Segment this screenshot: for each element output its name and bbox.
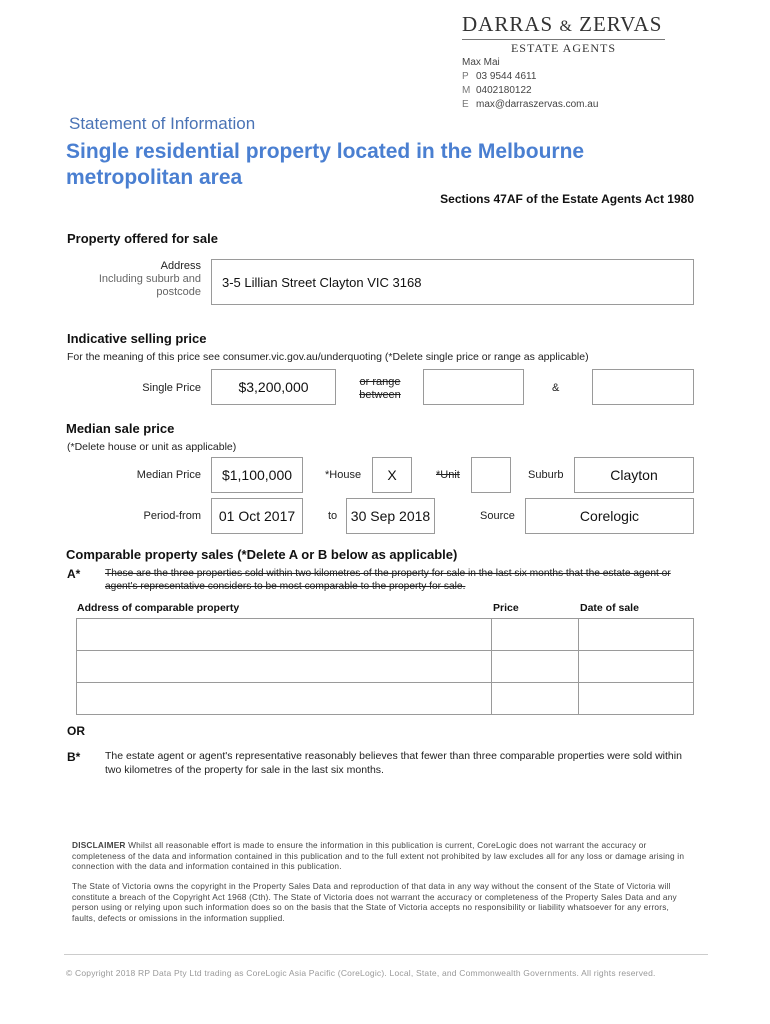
disclaimer-text: DISCLAIMER Whilst all reasonable effort is made to ensure the information in this publication is current, CoreLogic does not warrant the accuracy or completeness of the data and information contained in this publication and to the full extent not prohibited by law excludes all for any loss or damage arising in connection with the data and information contained in this publication. xyxy=(72,840,685,872)
suburb-label: Suburb xyxy=(528,469,564,481)
table-row xyxy=(77,683,694,715)
option-b-marker: B* xyxy=(67,750,81,764)
median-heading: Median sale price xyxy=(66,421,175,436)
comparable-address-cell[interactable] xyxy=(77,651,492,683)
table-row xyxy=(77,619,694,651)
footer-copyright: © Copyright 2018 RP Data Pty Ltd trading as CoreLogic Asia Pacific (CoreLogic). Local, State, and Commonwealth Governments. All rights reserved. xyxy=(66,968,656,978)
period-from-field[interactable]: 01 Oct 2017 xyxy=(211,498,303,534)
source-label: Source xyxy=(480,510,515,522)
single-price-field[interactable]: $3,200,000 xyxy=(211,369,336,405)
comparable-address-cell[interactable] xyxy=(77,619,492,651)
act-reference: Sections 47AF of the Estate Agents Act 1980 xyxy=(440,192,694,206)
indicative-note: For the meaning of this price see consumer.vic.gov.au/underquoting (*Delete single price or range as applicable) xyxy=(67,351,589,363)
agent-name: Max Mai xyxy=(462,57,500,68)
comparable-price-cell[interactable] xyxy=(492,651,579,683)
period-from-label: Period-from xyxy=(143,510,201,522)
median-price-field[interactable]: $1,100,000 xyxy=(211,457,303,493)
agent-phone: P 03 9544 4611 xyxy=(462,71,537,82)
address-field[interactable]: 3-5 Lillian Street Clayton VIC 3168 xyxy=(211,259,694,305)
disclaimer-label: DISCLAIMER xyxy=(72,840,126,850)
comparable-heading: Comparable property sales (*Delete A or B below as applicable) xyxy=(66,547,458,562)
suburb-field[interactable]: Clayton xyxy=(574,457,694,493)
range-label: or range xyxy=(359,376,401,388)
col-address-header: Address of comparable property xyxy=(77,602,240,614)
logo-subtitle: ESTATE AGENTS xyxy=(510,41,617,55)
option-b-text: The estate agent or agent's representative reasonably believes that fewer than three comparable properties were sold within two kilometres of the property for sale in the last six months. xyxy=(105,750,682,776)
logo-divider xyxy=(462,39,665,40)
option-a-text: These are the three properties sold within two kilometres of the property for sale in the last six months that the estate agent or agent's representative considers to be most comparable to the property for sale. xyxy=(105,568,671,592)
copyright-notice: The State of Victoria owns the copyright in the Property Sales Data and reproduction of that data in any way without the consent of the State of Victoria will constitute a breach of the Copyright Act 1968 (Cth). The State of Victoria does not warrant the accuracy or completeness of the Property Sales Data and any person using or relying upon such information does so on the basis that the State of Victoria accepts no responsibility or liability whatsoever for any errors, faults, defects or omissions in the information supplied. xyxy=(72,881,677,923)
document-title: Single residential property located in the Melbourne metropolitan area xyxy=(66,140,585,189)
indicative-heading: Indicative selling price xyxy=(67,331,207,346)
period-to-field[interactable]: 30 Sep 2018 xyxy=(346,498,435,534)
comparable-date-cell[interactable] xyxy=(579,651,694,683)
table-row xyxy=(77,651,694,683)
house-field[interactable]: X xyxy=(372,457,412,493)
footer-divider xyxy=(64,954,708,955)
source-field[interactable]: Corelogic xyxy=(525,498,694,534)
comparable-table xyxy=(76,618,694,715)
house-label: *House xyxy=(325,469,362,481)
statement-heading: Statement of Information xyxy=(69,114,256,133)
comparable-price-cell[interactable] xyxy=(492,619,579,651)
comparable-address-cell[interactable] xyxy=(77,683,492,715)
comparable-date-cell[interactable] xyxy=(579,683,694,715)
range-and-label: & xyxy=(552,382,560,394)
range-high-field[interactable] xyxy=(592,369,694,405)
col-date-header: Date of sale xyxy=(580,602,639,614)
address-sublabel-2: postcode xyxy=(156,286,201,298)
agency-logo: DARRAS & ZERVAS xyxy=(462,12,663,36)
median-price-label: Median Price xyxy=(136,469,201,481)
range-label-between: between xyxy=(359,389,401,401)
period-to-label: to xyxy=(328,510,338,522)
range-low-field[interactable] xyxy=(423,369,524,405)
option-a-marker: A* xyxy=(67,567,81,581)
single-price-label: Single Price xyxy=(142,382,201,394)
address-label: Address xyxy=(160,260,201,272)
comparable-price-cell[interactable] xyxy=(492,683,579,715)
col-price-header: Price xyxy=(493,602,519,614)
median-note: (*Delete house or unit as applicable) xyxy=(67,441,237,453)
property-heading: Property offered for sale xyxy=(67,231,218,246)
comparable-date-cell[interactable] xyxy=(579,619,694,651)
or-label: OR xyxy=(67,724,85,738)
unit-field[interactable] xyxy=(471,457,511,493)
agent-mobile: M 0402180122 xyxy=(462,85,532,96)
agent-email: E max@darraszervas.com.au xyxy=(462,99,599,110)
address-sublabel-1: Including suburb and xyxy=(98,273,201,285)
unit-label: *Unit xyxy=(436,469,460,481)
